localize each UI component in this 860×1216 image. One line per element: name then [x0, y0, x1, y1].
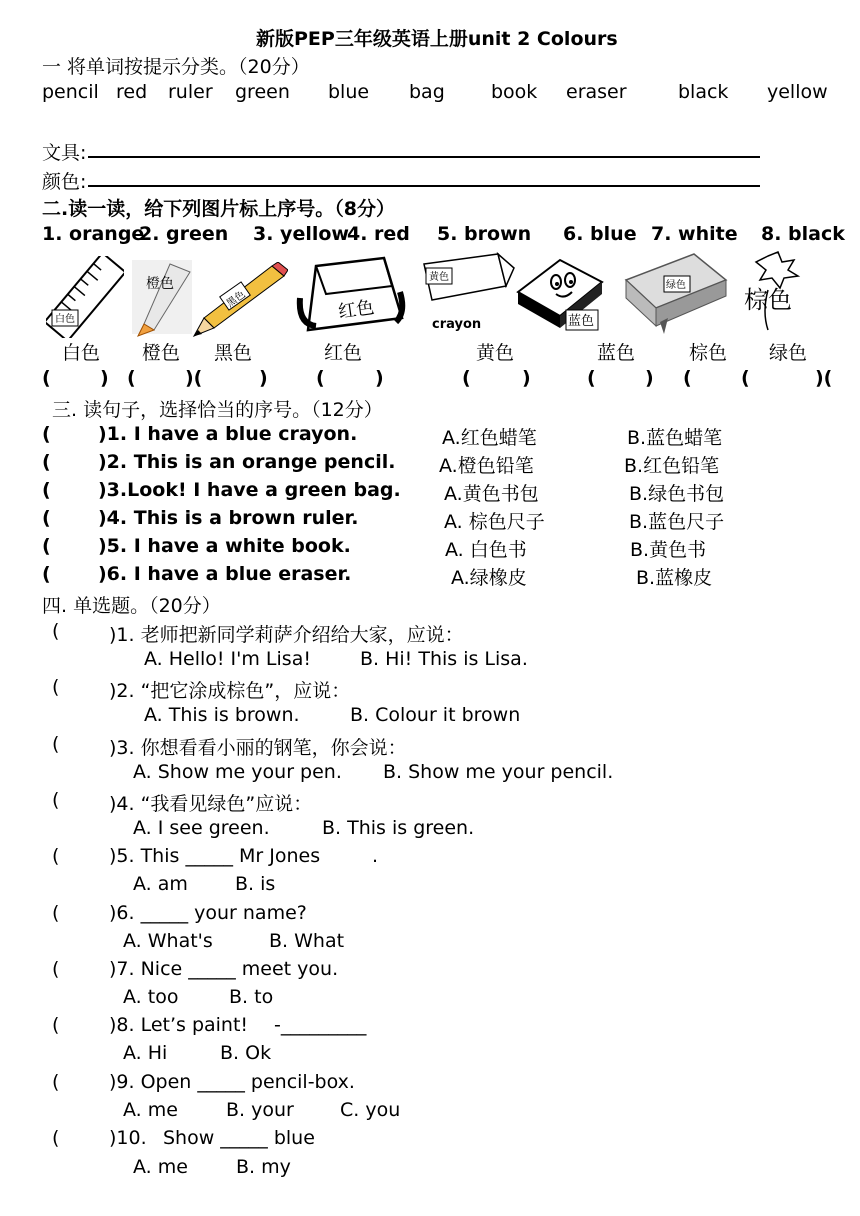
tag-brown: 棕色 — [744, 286, 792, 314]
answer-line-colour[interactable] — [88, 185, 760, 187]
word: red — [116, 81, 148, 103]
answer-bracket[interactable]: )( — [815, 367, 833, 389]
option: 2. green — [139, 223, 229, 245]
choice-a[interactable]: A. me — [123, 1099, 178, 1121]
choice-a[interactable]: A. am — [133, 873, 188, 895]
question: )5. I have a white book. — [98, 535, 351, 557]
question-tail: -_________ — [274, 1014, 367, 1036]
answer-paren[interactable]: ( — [42, 423, 51, 445]
answer-paren[interactable]: ( — [52, 733, 60, 755]
tag-yellow: 黄色 — [429, 272, 449, 283]
choice-a[interactable]: A. What's — [123, 930, 213, 952]
crayon-picture — [420, 250, 516, 334]
pencil-picture — [192, 262, 288, 338]
answer-paren[interactable]: ( — [52, 1127, 60, 1149]
picture-caption: 红色 — [324, 342, 363, 364]
answer-paren[interactable]: ( — [52, 845, 60, 867]
choice-b[interactable]: B. your — [226, 1099, 294, 1121]
tag-red: 红色 — [337, 297, 376, 323]
choice-a[interactable]: A. This is brown. — [144, 704, 300, 726]
choice-a[interactable]: A. 棕色尺子 — [444, 511, 545, 533]
choice-b[interactable]: B. Show me your pencil. — [383, 761, 614, 783]
ruler-picture — [46, 256, 124, 338]
question: )9. Open _____ pencil-box. — [109, 1071, 355, 1093]
tag-green: 绿色 — [666, 280, 686, 291]
question: )1. 老师把新同学莉萨介绍给大家，应说： — [109, 624, 464, 646]
answer-bracket[interactable]: ( — [127, 367, 136, 389]
answer-bracket[interactable]: ) — [522, 367, 531, 389]
choice-a[interactable]: A.绿橡皮 — [451, 567, 527, 589]
option: 1. orange — [42, 223, 145, 245]
choice-a[interactable]: A. Hello! I'm Lisa! — [144, 648, 311, 670]
picture-caption: 蓝色 — [597, 342, 636, 364]
page-title: 新版PEP三年级英语上册unit 2 Colours — [256, 28, 618, 50]
answer-paren[interactable]: ( — [52, 958, 60, 980]
section-4-heading: 四. 单选题。（20分） — [42, 595, 221, 617]
choice-a[interactable]: A.橙色铅笔 — [439, 455, 534, 477]
word: book — [491, 81, 538, 103]
choice-b[interactable]: B.蓝色尺子 — [629, 511, 725, 533]
answer-bracket[interactable]: ( — [316, 367, 325, 389]
question: )4. “我看见绿色”应说： — [109, 793, 313, 815]
word: black — [678, 81, 729, 103]
answer-bracket[interactable]: ( — [42, 367, 51, 389]
answer-bracket[interactable]: ( — [683, 367, 692, 389]
picture-caption: 棕色 — [689, 342, 728, 364]
choice-b[interactable]: B.绿色书包 — [629, 483, 725, 505]
question: )6. _____ your name? — [109, 902, 307, 924]
question: )5. This _____ Mr Jones — [109, 845, 321, 867]
word: bag — [409, 81, 445, 103]
answer-bracket[interactable]: )( — [185, 367, 203, 389]
answer-paren[interactable]: ( — [52, 902, 60, 924]
choice-b[interactable]: B.蓝色蜡笔 — [627, 427, 723, 449]
picture-caption: 白色 — [62, 342, 101, 364]
tag-blue: 蓝色 — [568, 314, 595, 329]
answer-bracket[interactable]: ) — [375, 367, 384, 389]
answer-bracket[interactable]: ( — [462, 367, 471, 389]
question: )3. 你想看看小丽的钢笔，你会说： — [109, 737, 407, 759]
answer-paren[interactable]: ( — [42, 507, 51, 529]
answer-paren[interactable]: ( — [52, 620, 60, 642]
answer-paren[interactable]: ( — [42, 535, 51, 557]
question: )2. “把它涂成棕色”，应说： — [109, 680, 351, 702]
bag-picture — [296, 252, 408, 334]
choice-b[interactable]: B. my — [236, 1156, 291, 1178]
category-stationery-label: 文具: — [42, 142, 87, 164]
section-2-heading: 二.读一读，给下列图片标上序号。（8分） — [42, 198, 395, 220]
choice-a[interactable]: A. me — [133, 1156, 188, 1178]
question: )4. This is a brown ruler. — [98, 507, 359, 529]
picture-caption: 橙色 — [142, 342, 181, 364]
question: )10. — [109, 1127, 147, 1149]
question-tail: . — [372, 845, 379, 867]
question: )6. I have a blue eraser. — [98, 563, 352, 585]
question: )3.Look! I have a green bag. — [98, 479, 401, 501]
word: green — [235, 81, 290, 103]
question: )2. This is an orange pencil. — [98, 451, 396, 473]
choice-a[interactable]: A. Show me your pen. — [133, 761, 342, 783]
answer-paren[interactable]: ( — [42, 451, 51, 473]
answer-paren[interactable]: ( — [52, 1014, 60, 1036]
option: 7. white — [651, 223, 738, 245]
eraser-picture — [512, 252, 608, 334]
answer-paren[interactable]: ( — [52, 789, 60, 811]
choice-a[interactable]: A. I see green. — [133, 817, 270, 839]
choice-b[interactable]: B.黄色书 — [630, 539, 707, 561]
answer-paren[interactable]: ( — [42, 479, 51, 501]
choice-b[interactable]: B. Hi! This is Lisa. — [360, 648, 528, 670]
choice-a[interactable]: A.红色蜡笔 — [442, 427, 537, 449]
crayon-word: crayon — [432, 317, 482, 332]
option: 3. yellow — [253, 223, 349, 245]
picture-caption: 黄色 — [476, 342, 515, 364]
answer-paren[interactable]: ( — [52, 676, 60, 698]
answer-paren[interactable]: ( — [52, 1071, 60, 1093]
choice-b[interactable]: B. What — [269, 930, 345, 952]
answer-bracket[interactable]: ( — [587, 367, 596, 389]
answer-bracket[interactable]: ) — [100, 367, 109, 389]
choice-a[interactable]: A. too — [123, 986, 179, 1008]
tag-orange: 橙色 — [146, 276, 174, 292]
answer-paren[interactable]: ( — [42, 563, 51, 585]
word: ruler — [168, 81, 213, 103]
category-colour-label: 颜色: — [42, 171, 87, 193]
choice-b[interactable]: B.蓝橡皮 — [636, 567, 713, 589]
question: )8. Let’s paint! — [109, 1014, 249, 1036]
tag-black: 黑色 — [224, 289, 248, 310]
answer-bracket[interactable]: ) — [259, 367, 268, 389]
choice-a[interactable]: A. Hi — [123, 1042, 168, 1064]
word: pencil — [42, 81, 99, 103]
tag-white: 白色 — [55, 314, 75, 325]
option: 6. blue — [563, 223, 637, 245]
section-1-heading: 一 将单词按提示分类。（20分） — [42, 56, 310, 78]
choice-b[interactable]: B. Colour it brown — [350, 704, 521, 726]
answer-bracket[interactable]: ) — [645, 367, 654, 389]
word: yellow — [767, 81, 828, 103]
answer-bracket[interactable]: ( — [741, 367, 750, 389]
answer-line-stationery[interactable] — [88, 156, 760, 158]
brown-flower-picture — [738, 250, 812, 334]
choice-a[interactable]: A.黄色书包 — [444, 483, 539, 505]
choice-b[interactable]: B. to — [229, 986, 274, 1008]
book-picture — [620, 250, 730, 334]
choice-a[interactable]: A. 白色书 — [445, 539, 527, 561]
picture-caption: 绿色 — [769, 342, 808, 364]
question: )1. I have a blue crayon. — [98, 423, 358, 445]
choice-b[interactable]: B. is — [235, 873, 276, 895]
orange-crayon-picture — [130, 258, 196, 338]
picture-caption: 黑色 — [214, 342, 253, 364]
option: 5. brown — [437, 223, 532, 245]
question-tail: Show _____ blue — [163, 1127, 315, 1149]
choice-c[interactable]: C. you — [340, 1099, 401, 1121]
choice-b[interactable]: B. This is green. — [322, 817, 475, 839]
word: blue — [328, 81, 370, 103]
option: 4. red — [347, 223, 410, 245]
question: )7. Nice _____ meet you. — [109, 958, 339, 980]
section-3-heading: 三. 读句子，选择恰当的序号。（12分） — [52, 399, 383, 421]
choice-b[interactable]: B.红色铅笔 — [624, 455, 720, 477]
choice-b[interactable]: B. Ok — [220, 1042, 272, 1064]
option: 8. black — [761, 223, 845, 245]
word: eraser — [566, 81, 627, 103]
